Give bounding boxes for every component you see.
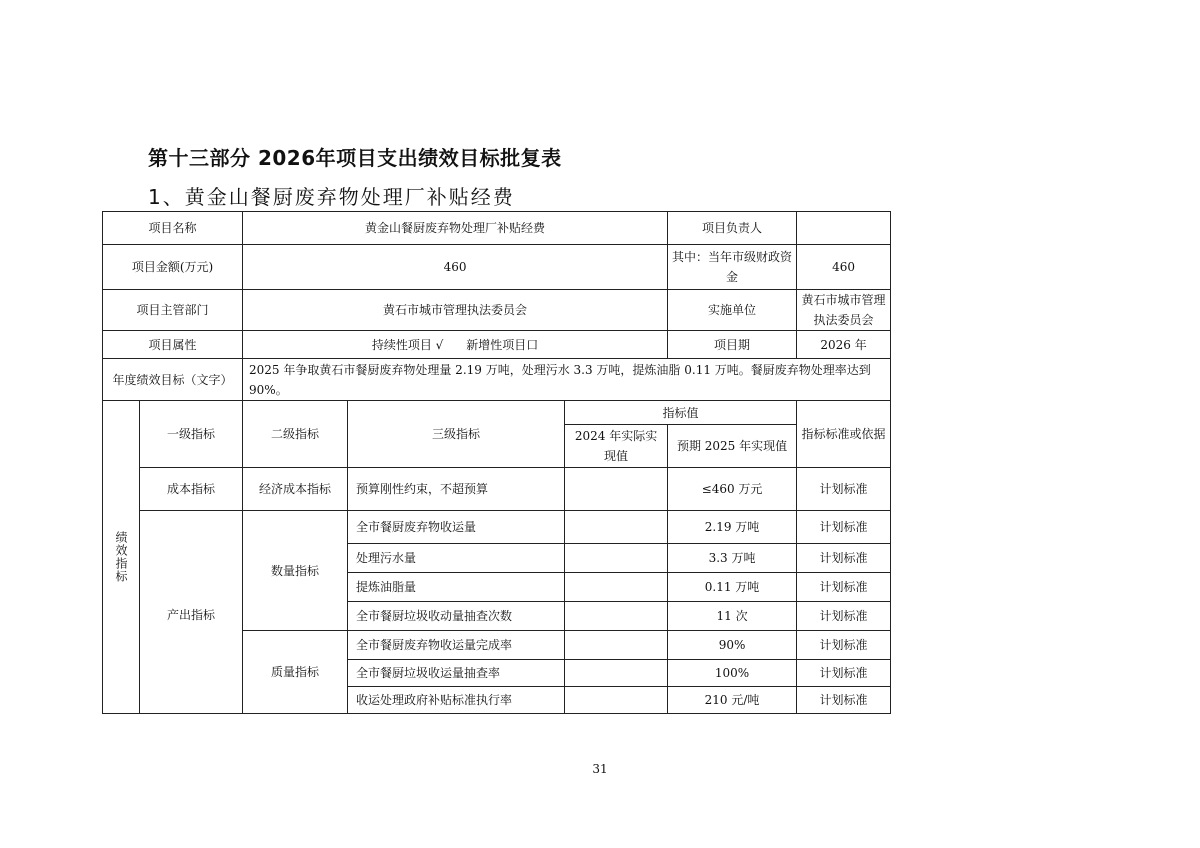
indicator-basis: 计划标准 xyxy=(797,660,891,687)
table-row xyxy=(103,331,891,359)
city-funds-label: 其中：当年市级财政资金 xyxy=(668,245,797,290)
performance-target-table xyxy=(102,211,891,714)
quantity-level2: 数量指标 xyxy=(243,511,348,631)
indicator-actual xyxy=(565,660,668,687)
indicator-name: 全市餐厨废弃物收运量 xyxy=(348,511,565,544)
dept-label: 项目主管部门 xyxy=(103,290,243,331)
table-row xyxy=(103,359,891,401)
indicator-actual xyxy=(565,573,668,602)
table-row xyxy=(103,212,891,245)
period-value: 2026 年 xyxy=(797,331,891,359)
indicator-actual xyxy=(565,511,668,544)
indicator-name: 全市餐厨废弃物收运量完成率 xyxy=(348,631,565,660)
goal-text: 2025 年争取黄石市餐厨废弃物处理量 2.19 万吨，处理污水 3.3 万吨，提炼油脂 0.11 万吨。餐厨废弃物处理率达到 90%。 xyxy=(243,359,891,401)
indicator-actual xyxy=(565,468,668,511)
indicator-name: 处理污水量 xyxy=(348,544,565,573)
indicator-name: 全市餐厨垃圾收运量抽查率 xyxy=(348,660,565,687)
indicator-actual xyxy=(565,544,668,573)
indicator-basis: 计划标准 xyxy=(797,631,891,660)
indicator-basis: 计划标准 xyxy=(797,468,891,511)
indicator-expected: 11 次 xyxy=(668,602,797,631)
indicator-expected: 210 元/吨 xyxy=(668,687,797,714)
table-row xyxy=(103,290,891,331)
indicator-expected: 3.3 万吨 xyxy=(668,544,797,573)
project-name-label: 项目名称 xyxy=(103,212,243,245)
indicator-actual xyxy=(565,602,668,631)
cost-level1: 成本指标 xyxy=(140,468,243,511)
attr-label: 项目属性 xyxy=(103,331,243,359)
dept-value: 黄石市城市管理执法委员会 xyxy=(243,290,668,331)
indicators-side-label: 绩效指标 xyxy=(103,401,140,714)
impl-label: 实施单位 xyxy=(668,290,797,331)
city-funds-value: 460 xyxy=(797,245,891,290)
owner-value xyxy=(797,212,891,245)
indicator-expected: ≤460 万元 xyxy=(668,468,797,511)
header-actual-2024: 2024 年实际实现值 xyxy=(565,425,668,468)
header-value: 指标值 xyxy=(565,401,797,425)
indicator-basis: 计划标准 xyxy=(797,511,891,544)
header-level2: 二级指标 xyxy=(243,401,348,468)
indicator-expected: 90% xyxy=(668,631,797,660)
table-row xyxy=(103,511,891,544)
indicator-name: 预算刚性约束，不超预算 xyxy=(348,468,565,511)
header-level3: 三级指标 xyxy=(348,401,565,468)
table-row xyxy=(103,245,891,290)
goal-label: 年度绩效目标（文字） xyxy=(103,359,243,401)
indicator-basis: 计划标准 xyxy=(797,602,891,631)
table-row xyxy=(103,401,891,425)
impl-value: 黄石市城市管理执法委员会 xyxy=(797,290,891,331)
amount-label: 项目金额(万元) xyxy=(103,245,243,290)
project-subtitle: 1、黄金山餐厨废弃物处理厂补贴经费 xyxy=(148,185,515,209)
cost-level2: 经济成本指标 xyxy=(243,468,348,511)
attr-value: 持续性项目 √ 新增性项目口 xyxy=(243,331,668,359)
project-name-value: 黄金山餐厨废弃物处理厂补贴经费 xyxy=(243,212,668,245)
indicator-actual xyxy=(565,687,668,714)
header-expected-2025: 预期 2025 年实现值 xyxy=(668,425,797,468)
period-label: 项目期 xyxy=(668,331,797,359)
table-row xyxy=(103,468,891,511)
indicator-basis: 计划标准 xyxy=(797,573,891,602)
indicator-actual xyxy=(565,631,668,660)
header-basis: 指标标准或依据 xyxy=(797,401,891,468)
indicator-name: 收运处理政府补贴标准执行率 xyxy=(348,687,565,714)
quality-level2: 质量指标 xyxy=(243,631,348,714)
indicator-name: 全市餐厨垃圾收动量抽查次数 xyxy=(348,602,565,631)
header-level1: 一级指标 xyxy=(140,401,243,468)
indicator-basis: 计划标准 xyxy=(797,687,891,714)
amount-value: 460 xyxy=(243,245,668,290)
indicator-expected: 100% xyxy=(668,660,797,687)
indicator-name: 提炼油脂量 xyxy=(348,573,565,602)
page-title: 第十三部分 2026年项目支出绩效目标批复表 xyxy=(148,146,562,170)
indicator-expected: 0.11 万吨 xyxy=(668,573,797,602)
output-level1: 产出指标 xyxy=(140,511,243,714)
indicator-expected: 2.19 万吨 xyxy=(668,511,797,544)
owner-label: 项目负责人 xyxy=(668,212,797,245)
page-number: 31 xyxy=(592,762,608,776)
indicator-basis: 计划标准 xyxy=(797,544,891,573)
